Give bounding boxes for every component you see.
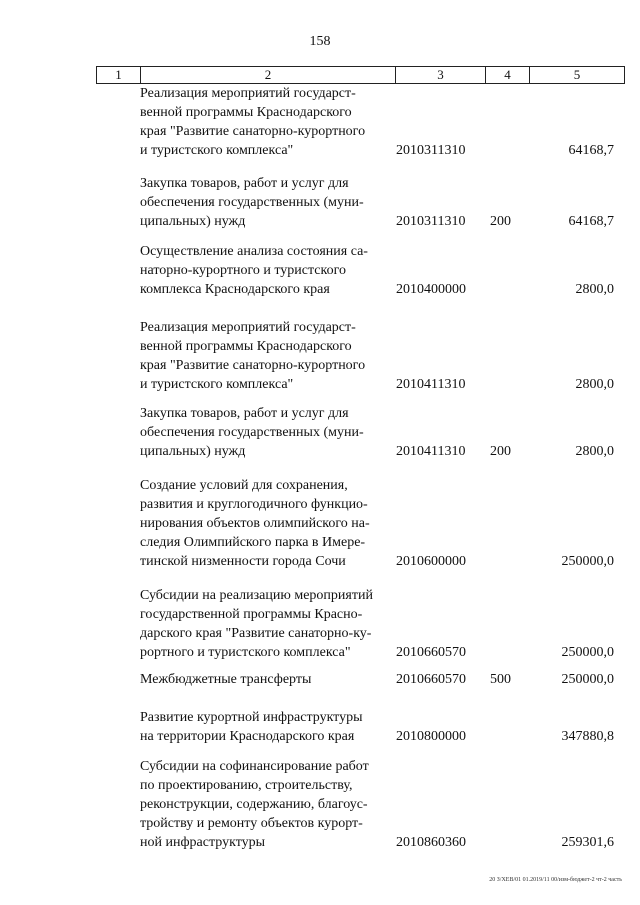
column-header-row — [97, 67, 625, 84]
row-amount: 259301,6 — [561, 835, 614, 850]
row-expense-type: 200 — [490, 444, 511, 459]
row-target-code: 2010600000 — [396, 554, 466, 569]
column-header-5: 5 — [530, 67, 625, 84]
row-description: Реализация мероприятий государст- венной программы Краснодарского края "Развитие санаторно-курортного и туристского комплекса" — [140, 86, 366, 158]
row-description: Субсидии на реализацию мероприятий государственной программы Красно- дарского края "Развитие санаторно-ку- рортного и туристского комплекса" — [140, 588, 373, 660]
row-target-code: 2010860360 — [396, 835, 466, 850]
row-amount: 250000,0 — [561, 645, 614, 660]
row-target-code: 2010411310 — [396, 377, 466, 392]
row-amount: 347880,8 — [561, 729, 614, 744]
row-description: Закупка товаров, работ и услуг для обеспечения государственных (муни- ципальных) нужд — [140, 406, 364, 459]
row-amount: 64168,7 — [568, 214, 614, 229]
row-description: Межбюджетные трансферты — [140, 672, 312, 687]
page-number: 158 — [309, 34, 331, 49]
column-header-table — [96, 66, 625, 84]
row-target-code: 2010411310 — [396, 444, 466, 459]
row-amount: 64168,7 — [568, 143, 614, 158]
column-header-3: 3 — [396, 67, 486, 84]
row-description: Закупка товаров, работ и услуг для обеспечения государственных (муни- ципальных) нужд — [140, 176, 364, 229]
footer-file-path: 20 З/ХЕВ/01 01.2019/11 00/изм-бюджет-2 чт-2 часть — [489, 877, 622, 883]
row-target-code: 2010311310 — [396, 214, 466, 229]
row-target-code: 2010800000 — [396, 729, 466, 744]
column-header-1: 1 — [97, 67, 141, 84]
row-description: Создание условий для сохранения, развития и круглогодичного функцио- нирования объектов олимпийского на- следия Олимпийского парка в Имере- тинской низменности города Сочи — [140, 478, 370, 569]
row-amount: 2800,0 — [575, 444, 614, 459]
row-amount: 2800,0 — [575, 377, 614, 392]
row-target-code: 2010660570 — [396, 672, 466, 687]
row-description: Субсидии на софинансирование работ по проектированию, строительству, реконструкции, содержанию, благоус- тройству и ремонту объектов курорт- ной инфраструктуры — [140, 759, 369, 850]
row-target-code: 2010660570 — [396, 645, 466, 660]
column-header-4: 4 — [486, 67, 530, 84]
row-amount: 2800,0 — [575, 282, 614, 297]
row-description: Развитие курортной инфраструктуры на территории Краснодарского края — [140, 710, 363, 744]
row-amount: 250000,0 — [561, 554, 614, 569]
row-target-code: 2010311310 — [396, 143, 466, 158]
row-amount: 250000,0 — [561, 672, 614, 687]
row-expense-type: 500 — [490, 672, 511, 687]
row-description: Осуществление анализа состояния са- наторно-курортного и туристского комплекса Краснодарского края — [140, 244, 368, 297]
row-description: Реализация мероприятий государст- венной программы Краснодарского края "Развитие санаторно-курортного и туристского комплекса" — [140, 320, 366, 392]
row-target-code: 2010400000 — [396, 282, 466, 297]
column-header-2: 2 — [141, 67, 396, 84]
row-expense-type: 200 — [490, 214, 511, 229]
